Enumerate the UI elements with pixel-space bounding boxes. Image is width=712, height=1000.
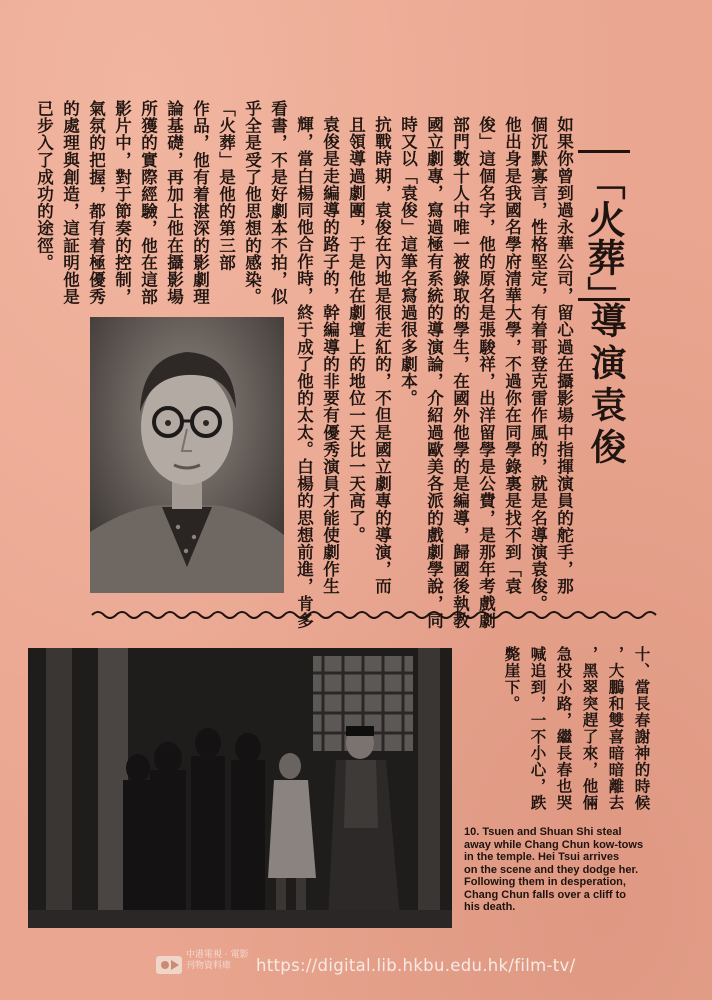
caption-zh-column: 斃崖下。 (502, 646, 522, 712)
body-column: 所獲的實際經驗，他在這部 (138, 100, 158, 306)
page-title: 「火葬」 (581, 162, 626, 314)
director-portrait-photo (90, 317, 284, 593)
film-still-photo (28, 648, 452, 928)
body-column: 如果你曾到過永華公司，留心過在攝影場中指揮演員的舵手，那 (554, 116, 574, 595)
body-column: 看書，不是好劇本不拍，似 (268, 100, 288, 306)
body-column: 氣氛的把握，都有着極優秀 (86, 100, 106, 306)
body-column: 的處理與創造，這証明他是 (60, 100, 80, 306)
body-column: 已步入了成功的途徑。 (34, 100, 54, 271)
body-column: 輝，當白楊同他合作時，終于成了他的太太。白楊的思想前進，肯多 (294, 116, 314, 629)
body-column: 作品，他有着湛深的影劇理 (190, 100, 210, 306)
body-column: 影片中，對于節奏的控制， (112, 100, 132, 306)
caption-zh-column: 急投小路，繼長春也哭 (554, 646, 574, 811)
archive-url-link[interactable]: https://digital.lib.hkbu.edu.hk/film-tv/ (256, 956, 576, 975)
body-column: 論基礎，再加上他在攝影場 (164, 100, 184, 306)
archive-name: 中港電視 · 電影 刊物資料庫 (186, 950, 249, 971)
body-column: 乎全是受了他思想的感染。 (242, 100, 262, 306)
caption-zh-column: 喊追到，一不小心，跌 (528, 646, 548, 811)
body-column: 部門數十人中唯一被錄取的學生，在國外他學的是編導，歸國後執教 (450, 116, 470, 629)
caption-en: 10. Tsuen and Shuan Shi steal away while Chang Chun kow-tows in the temple. Hei Tsui arrives on the scene and they dodge her. Following them in desperation, Chang Chun falls over a cliff to his death. (464, 826, 644, 913)
body-column: 他出身是我國名學府清華大學，不過你在同學錄裏是找不到「袁 (502, 116, 522, 595)
wavy-divider (92, 608, 657, 622)
page-subtitle: 導演袁俊 (585, 302, 627, 470)
caption-zh-column: ，黑翠突趕了來，他倆 (580, 646, 600, 811)
caption-zh-column: ，大鵬和雙喜暗暗離去 (606, 646, 626, 811)
body-column: 「火葬」是他的第三部 (216, 100, 236, 271)
body-column: 袁俊是走編導的路子的，幹編導的非要有優秀演員才能使劇作生 (320, 116, 340, 595)
body-column: 個沉默寡言，性格堅定，有着哥登克雷作風的，就是名導演袁俊。 (528, 116, 548, 612)
archive-logo-icon (155, 952, 183, 978)
body-column: 抗戰時期，袁俊在內地是很走紅的，不但是國立劇專的導演，而 (372, 116, 392, 595)
caption-zh-column: 十、當長春謝神的時候 (632, 646, 652, 811)
body-column: 且領導過劇團，于是他在劇壇上的地位一天比一天高了。 (346, 116, 366, 544)
body-column: 俊」這個名字，他的原名是張駿祥，出洋留學是公費，是那年考戲劇 (476, 116, 496, 629)
body-column: 國立劇專，寫過極有系統的導演論，介紹過歐美各派的戲劇學說，同 (424, 116, 444, 629)
body-column: 時又以「袁俊」這筆名寫過很多劇本。 (398, 116, 418, 407)
